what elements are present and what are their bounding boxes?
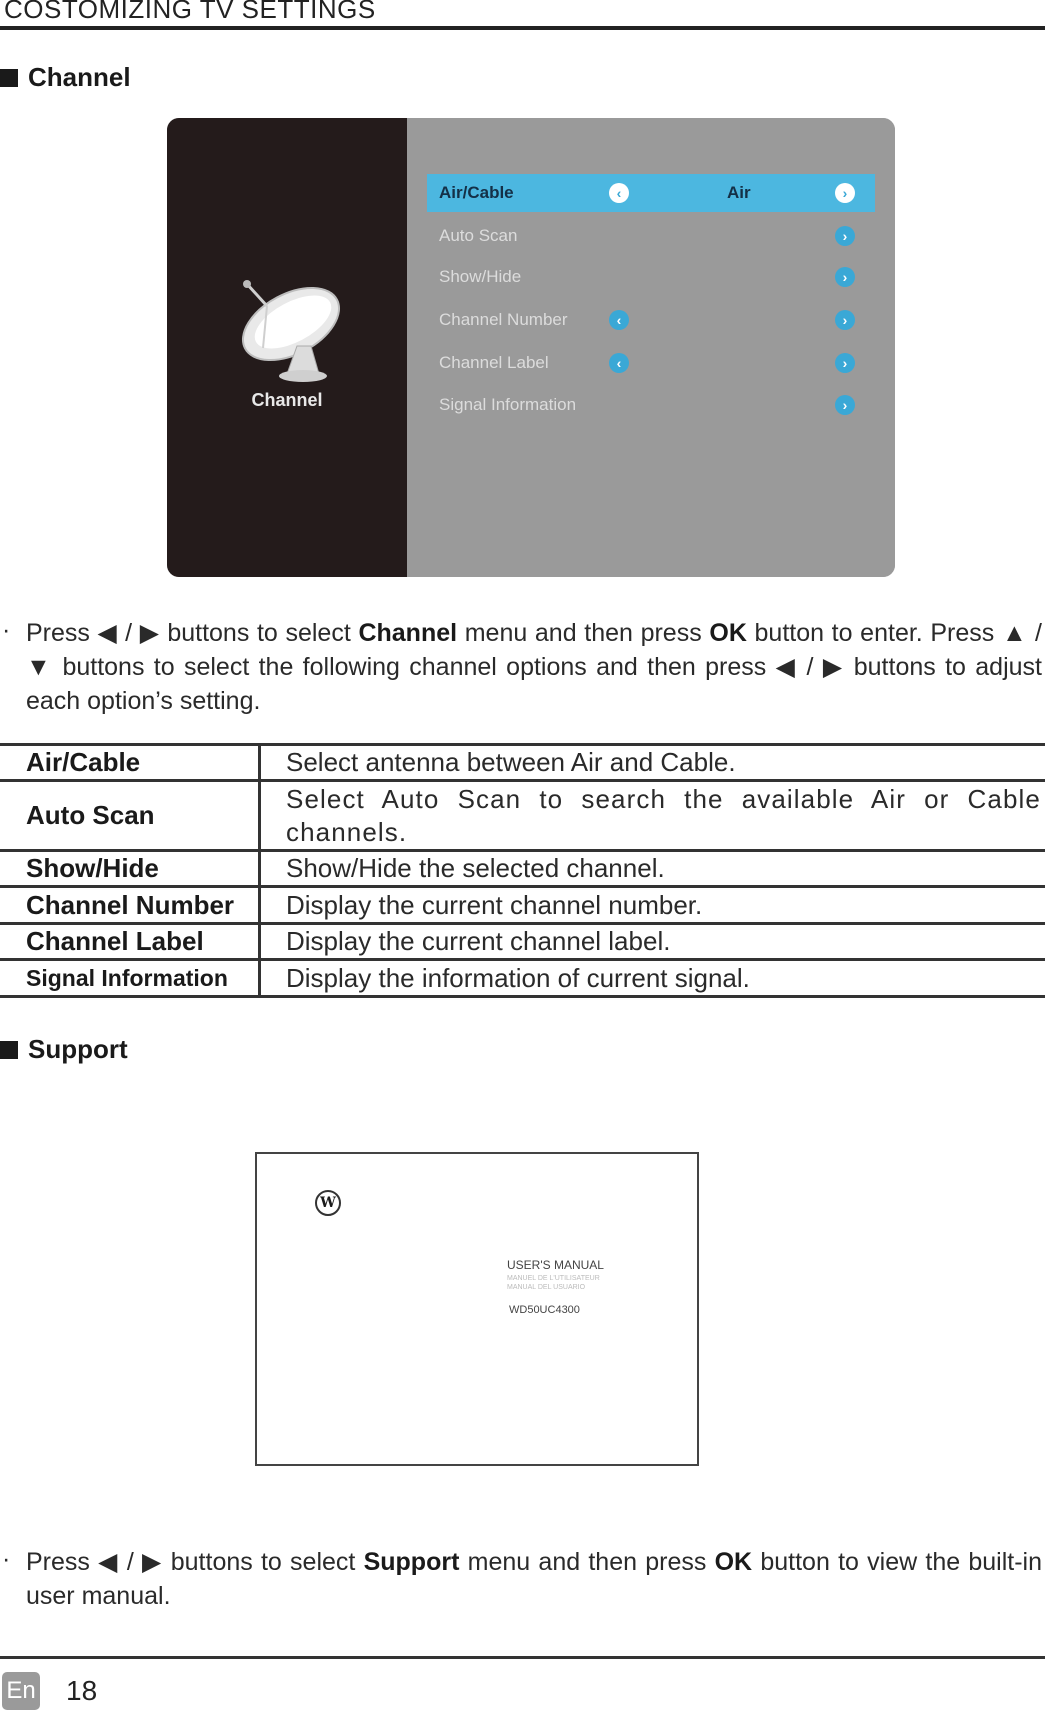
menu-item-label: Channel Label [439,353,549,372]
menu-left-panel [167,118,407,577]
chevron-right-icon[interactable]: › [835,310,855,330]
channel-section-heading [0,62,131,93]
menu-item-label: Show/Hide [439,267,522,286]
option-name: Signal Information [0,960,260,997]
square-bullet-icon [0,69,18,87]
option-description: Display the current channel label. [260,924,1045,960]
menu-item-label: Channel Number [439,310,568,329]
option-description: Display the information of current signal. [260,960,1045,997]
menu-item-show-hide[interactable] [427,258,875,296]
support-instruction: Press ◀ / ▶ buttons to select Support menu and then press OK button to view the built-in user manual. [26,1548,1042,1610]
chevron-right-icon[interactable]: › [835,395,855,415]
menu-item-air-cable[interactable] [427,174,875,212]
chevron-left-icon[interactable]: ‹ [609,310,629,330]
table-row [0,781,1045,851]
option-description: Show/Hide the selected channel. [260,851,1045,887]
menu-item-value: Air [727,183,751,202]
bullet-dot: · [2,1545,11,1573]
user-manual-preview [255,1152,699,1466]
table-row [0,924,1045,960]
option-description: Select antenna between Air and Cable. [260,745,1045,781]
option-description: Select Auto Scan to search the available Air or Cable channels. [260,781,1045,851]
brand-logo-icon: W [315,1190,341,1216]
option-name: Channel Label [0,924,260,960]
manual-model-number: WD50UC4300 [509,1304,580,1316]
chevron-right-icon[interactable]: › [835,183,855,203]
table-row [0,745,1045,781]
manual-title: USER'S MANUAL [507,1258,604,1272]
option-name: Air/Cable [0,745,260,781]
channel-options-table [0,743,1045,998]
option-name: Show/Hide [0,851,260,887]
option-description: Display the current channel number. [260,887,1045,924]
support-section-heading [0,1034,128,1065]
menu-item-channel-label[interactable] [427,344,875,382]
chevron-right-icon[interactable]: › [835,267,855,287]
menu-item-channel-number[interactable] [427,301,875,339]
header-rule [0,26,1045,30]
table-row [0,851,1045,887]
option-name: Auto Scan [0,781,260,851]
menu-item-auto-scan[interactable] [427,217,875,255]
tv-channel-menu [167,118,895,577]
menu-item-signal-information[interactable] [427,386,875,424]
menu-right-panel [407,118,895,577]
chevron-right-icon[interactable]: › [835,226,855,246]
channel-heading-text: Channel [28,62,131,92]
language-badge: En [2,1672,40,1710]
menu-left-label: Channel [251,390,323,410]
bullet-dot: · [2,616,11,644]
chevron-left-icon[interactable]: ‹ [609,353,629,373]
menu-item-label: Air/Cable [439,183,514,202]
chevron-left-icon[interactable]: ‹ [609,183,629,203]
option-name: Channel Number [0,887,260,924]
support-heading-text: Support [28,1034,128,1064]
table-row [0,887,1045,924]
page-header-title: COSTOMIZING TV SETTINGS [4,0,376,24]
menu-item-label: Auto Scan [439,226,518,245]
channel-instruction: Press ◀ / ▶ buttons to select Channel menu and then press OK button to enter. Press ▲ / ▼ buttons to select the following channel options and then press ◀ / ▶ buttons to adjust each option’s setting. [26,619,1042,715]
chevron-right-icon[interactable]: › [835,353,855,373]
square-bullet-icon [0,1041,18,1059]
table-row [0,960,1045,997]
manual-subtitle: MANUEL DE L'UTILISATEUR MANUAL DEL USUARIO [507,1275,600,1291]
menu-item-label: Signal Information [439,395,577,414]
satellite-dish-icon [227,276,347,386]
footer-rule [0,1656,1045,1659]
page-number: 18 [66,1675,98,1706]
